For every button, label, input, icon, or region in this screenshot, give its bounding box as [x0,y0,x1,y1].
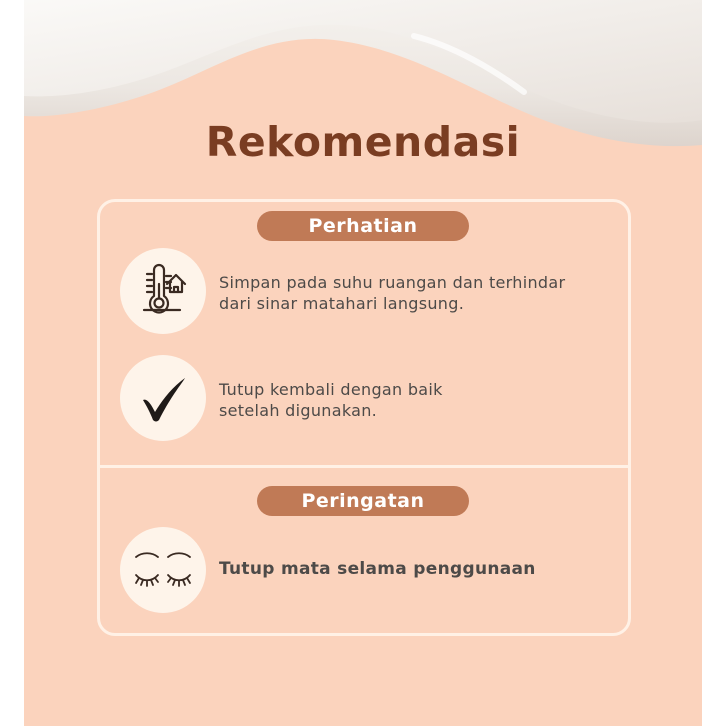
checkmark-icon [120,355,206,441]
closed-eyes-icon [120,527,206,613]
section-label-perhatian: Perhatian [257,211,469,241]
warning-instruction: Tutup mata selama penggunaan [219,559,536,579]
section-divider [97,465,631,468]
page-title: Rekomendasi [205,118,521,166]
thermometer-house-icon [120,248,206,334]
section-label-peringatan: Peringatan [257,486,469,516]
storage-instruction: Simpan pada suhu ruangan dan terhindar dari sinar matahari langsung. [219,273,566,313]
recommendation-panel [24,0,702,726]
closing-instruction: Tutup kembali dengan baik setelah digunakan. [219,380,443,420]
